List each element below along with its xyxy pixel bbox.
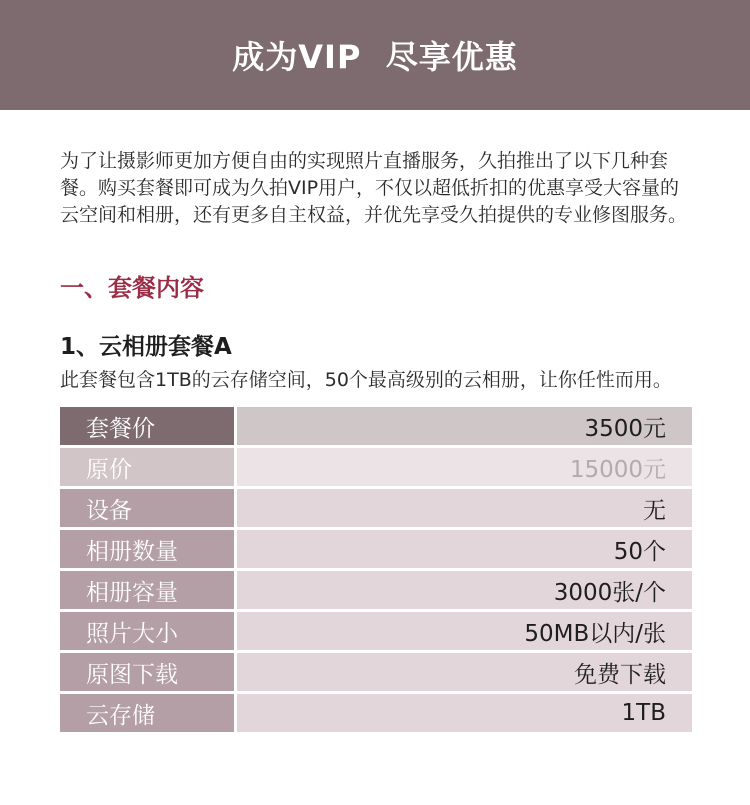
row-value: 3500元	[236, 407, 693, 447]
row-label: 原图下载	[60, 652, 236, 693]
table-row-package-price	[60, 407, 692, 447]
row-value: 无	[236, 488, 693, 529]
table-row-original-download	[60, 652, 692, 693]
plan-title: 1、云相册套餐A	[60, 334, 232, 360]
page-header	[0, 0, 750, 110]
table-row-cloud-storage	[60, 693, 692, 734]
row-value: 免费下载	[236, 652, 693, 693]
section-title: 一、套餐内容	[60, 274, 204, 302]
row-value: 50MB以内/张	[236, 611, 693, 652]
row-label: 照片大小	[60, 611, 236, 652]
table-row-album-count	[60, 529, 692, 570]
row-label: 相册数量	[60, 529, 236, 570]
row-label: 原价	[60, 447, 236, 488]
table-row-photo-size	[60, 611, 692, 652]
row-value: 50个	[236, 529, 693, 570]
main-content	[0, 110, 750, 735]
row-label: 套餐价	[60, 407, 236, 447]
row-value: 1TB	[236, 693, 693, 734]
intro-paragraph: 为了让摄影师更加方便自由的实现照片直播服务，久拍推出了以下几种套餐。购买套餐即可成为久拍VIP用户，不仅以超低折扣的优惠享受大容量的云空间和相册，还有更多自主权益，并优先享受久拍提供的专业修图服务。	[60, 150, 688, 226]
page-title: 成为VIP 尽享优惠	[232, 38, 518, 76]
table-row-device	[60, 488, 692, 529]
row-value: 3000张/个	[236, 570, 693, 611]
table-row-original-price	[60, 447, 692, 488]
row-label: 云存储	[60, 693, 236, 734]
row-value: 15000元	[236, 447, 693, 488]
plan-details-table	[60, 407, 692, 735]
row-label: 设备	[60, 488, 236, 529]
row-label: 相册容量	[60, 570, 236, 611]
plan-description: 此套餐包含1TB的云存储空间，50个最高级别的云相册，让你任性而用。	[60, 369, 672, 391]
table-row-album-capacity	[60, 570, 692, 611]
